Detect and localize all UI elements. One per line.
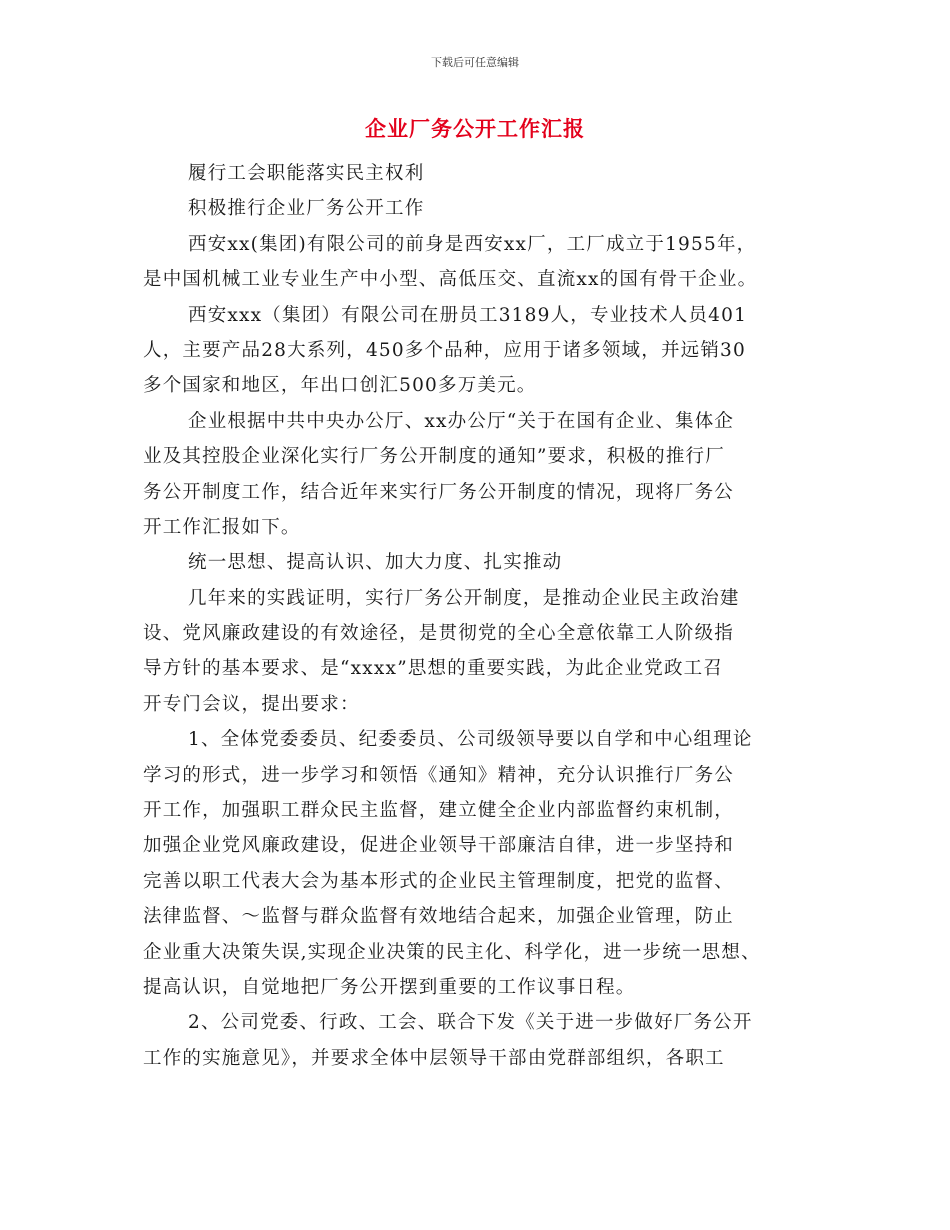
text-line: 西安xx(集团)有限公司的前身是西安xx厂，工厂成立于1955年，	[188, 233, 757, 255]
text-line: 加强企业党风廉政建设，促进企业领导干部廉洁自律，进一步坚持和	[143, 835, 735, 857]
text-line: 开工作汇报如下。	[143, 516, 301, 538]
text-line: 是中国机械工业专业生产中小型、高低压交、直流xx的国有骨干企业。	[143, 269, 758, 291]
text-line: 西安xxx（集团）有限公司在册员工3189人，专业技术人员401	[188, 304, 748, 326]
text-line: 2、公司党委、行政、工会、联合下发《关于进一步做好厂务公开	[188, 1012, 753, 1034]
text-line: 学习的形式，进一步学习和领悟《通知》精神，充分认识推行厂务公	[143, 764, 735, 786]
text-line: 开工作，加强职工群众民主监督，建立健全企业内部监督约束机制，	[143, 800, 735, 822]
text-line: 导方针的基本要求、是“xxxx”思想的重要实践，为此企业党政工召	[143, 658, 724, 680]
text-line: 企业重大决策失误,实现企业决策的民主化、科学化，进一步统一思想、	[143, 941, 761, 963]
text-line: 设、党风廉政建设的有效途径，是贯彻党的全心全意依靠工人阶级指	[143, 623, 735, 645]
text-line: 积极推行企业厂务公开工作	[188, 198, 425, 220]
text-line: 业及其控股企业深化实行厂务公开制度的通知”要求，积极的推行厂	[143, 446, 725, 468]
text-line: 法律监督、～监督与群众监督有效地结合起来，加强企业管理，防止	[143, 906, 735, 928]
document-body	[143, 156, 823, 1076]
text-line: 完善以职工代表大会为基本形式的企业民主管理制度，把党的监督、	[143, 870, 735, 892]
text-line: 务公开制度工作，结合近年来实行厂务公开制度的情况，现将厂务公	[143, 481, 735, 503]
text-line: 人，主要产品28大系列，450多个品种，应用于诸多领域，并远销30	[143, 339, 746, 361]
text-line: 1、全体党委委员、纪委委员、公司级领导要以自学和中心组理论	[188, 729, 753, 751]
text-line: 开专门会议，提出要求：	[143, 693, 360, 715]
text-line: 工作的实施意见》，并要求全体中层领导干部由党群部组织，各职工	[143, 1047, 725, 1069]
text-line: 几年来的实践证明，实行厂务公开制度，是推动企业民主政治建	[188, 587, 740, 609]
text-line: 履行工会职能落实民主权利	[188, 163, 425, 184]
text-line: 多个国家和地区，年出口创汇500多万美元。	[143, 375, 537, 397]
text-line: 提高认识，自觉地把厂务公开摆到重要的工作议事日程。	[143, 976, 636, 998]
text-line: 企业根据中共中央办公厅、xx办公厅“关于在国有企业、集体企	[188, 410, 735, 432]
header-note: 下载后可任意编辑	[431, 56, 519, 69]
document-title: 企业厂务公开工作汇报	[365, 117, 585, 141]
text-line: 统一思想、提高认识、加大力度、扎实推动	[188, 552, 563, 574]
